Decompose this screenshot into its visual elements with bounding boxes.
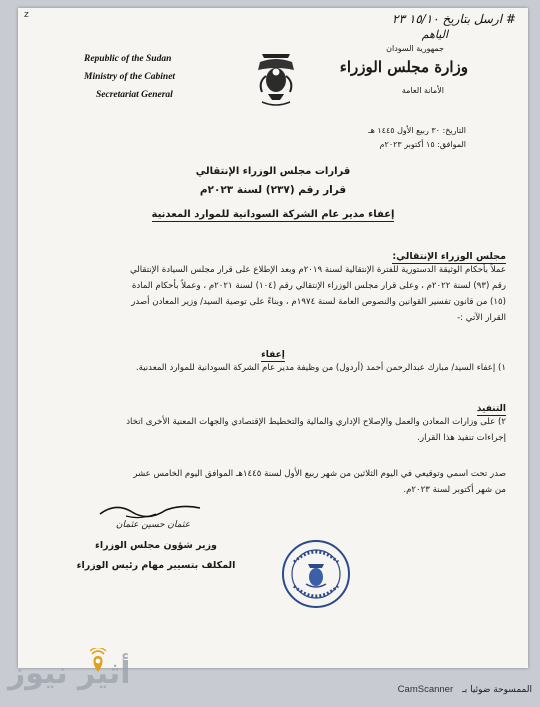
date-gregorian: الموافق: ١٥ أكتوبر ٢٠٢٣م <box>379 140 466 149</box>
handwritten-note-line1: # ارسل بتاريخ ١٥/١٠ ٢٣ <box>392 12 516 26</box>
header-ar-secretariat: الأمانة العامة <box>401 86 444 95</box>
header-en-ministry: Ministry of the Cabinet <box>84 72 176 82</box>
exec-line: إجراءات تنفيذ هذا القرار. <box>417 433 506 443</box>
exec-head-wrap <box>477 396 506 416</box>
exec-text <box>34 414 506 446</box>
signatory-name: عثمان حسين عثمان <box>115 520 191 530</box>
handwritten-signature <box>96 498 206 522</box>
header-ar-country: جمهورية السودان <box>386 44 444 53</box>
title-line1: قرارات مجلس الوزراء الإنتقالي <box>195 166 351 177</box>
preamble <box>34 262 506 326</box>
header-ar-ministry: وزارة مجلس الوزراء <box>339 58 468 76</box>
watermark-text: أثير نيوز <box>8 656 131 691</box>
header-en-country: Republic of the Sudan <box>84 54 172 64</box>
page-mark: z <box>24 10 29 20</box>
camscanner-label: الممسوحة ضوئيا بـ <box>462 685 532 695</box>
preamble-line: عملاً بأحكام الوثيقة الدستورية للفترة الإنتقالية لسنة ٢٠١٩م وبعد الإطلاع على قرار مجلس السيادة الإنتقالي <box>129 265 506 275</box>
preamble-line: (١٥) من قانون تفسير القوانين والنصوص العامة لسنة ١٩٧٤م ، وبناءً على توصية السيد/ وزير المعادن أصدر <box>131 297 506 307</box>
title-line2: قرار رقم (٢٣٧) لسنة ٢٠٢٣م <box>199 184 347 196</box>
watermark-logo <box>8 648 208 696</box>
official-stamp-icon <box>280 538 352 610</box>
title-line3-wrap <box>18 202 528 222</box>
handwritten-note-line2: الياهم <box>421 28 448 41</box>
signatory-title2: المكلف بتسيير مهام رئيس الوزراء <box>76 560 236 571</box>
waiver-text: ١) إعفاء السيد/ مبارك عبدالرحمن أحمد (أردول) من وظيفة مدير عام الشركة السودانية للموارد المعدنية. <box>135 363 506 373</box>
header-en-secretariat: Secretariat General <box>96 90 173 100</box>
waiver-head: إعفاء <box>261 350 285 360</box>
closing-text <box>34 466 506 498</box>
waiver-head-wrap <box>18 342 528 362</box>
exec-line: ٢) على وزارات المعادن والعمل والإصلاح الإداري والمالية والتخطيط الإقتصادي والجهات المعنية الأخرى اتخاذ <box>126 417 506 427</box>
exec-head: التنفيذ <box>476 404 506 414</box>
date-hijri: التاريخ: ٣٠ ربيع الأول ١٤٤٥ هـ <box>368 126 466 135</box>
section-head: مجلس الوزراء الإنتقالي: <box>392 251 506 262</box>
title-line3: إعفاء مدير عام الشركة السودانية للموارد المعدنية <box>151 209 395 220</box>
sudan-emblem-icon <box>248 46 304 110</box>
preamble-line: رقم (٩٣) لسنة ٢٠٢٢م ، وعلى قرار مجلس الوزراء الإنتقالي رقم (١٠٤) لسنة ٢٠٢١م ، وعملاً بأحكام المادة <box>131 281 506 291</box>
preamble-line: القرار الآتي :- <box>457 313 506 323</box>
camscanner-footer <box>398 684 532 695</box>
closing-line: صدر تحت اسمي وتوقيعي في اليوم الثلاثين من شهر ربيع الأول لسنة ١٤٤٥هـ الموافق اليوم الخامس عشر <box>133 469 506 479</box>
closing-line: من شهر أكتوبر لسنة ٢٠٢٣م. <box>403 485 506 495</box>
document-page <box>18 8 528 668</box>
camscanner-brand: CamScanner <box>397 684 454 695</box>
section-head-wrap <box>392 244 506 264</box>
signatory-title1: وزير شؤون مجلس الوزراء <box>95 540 217 551</box>
